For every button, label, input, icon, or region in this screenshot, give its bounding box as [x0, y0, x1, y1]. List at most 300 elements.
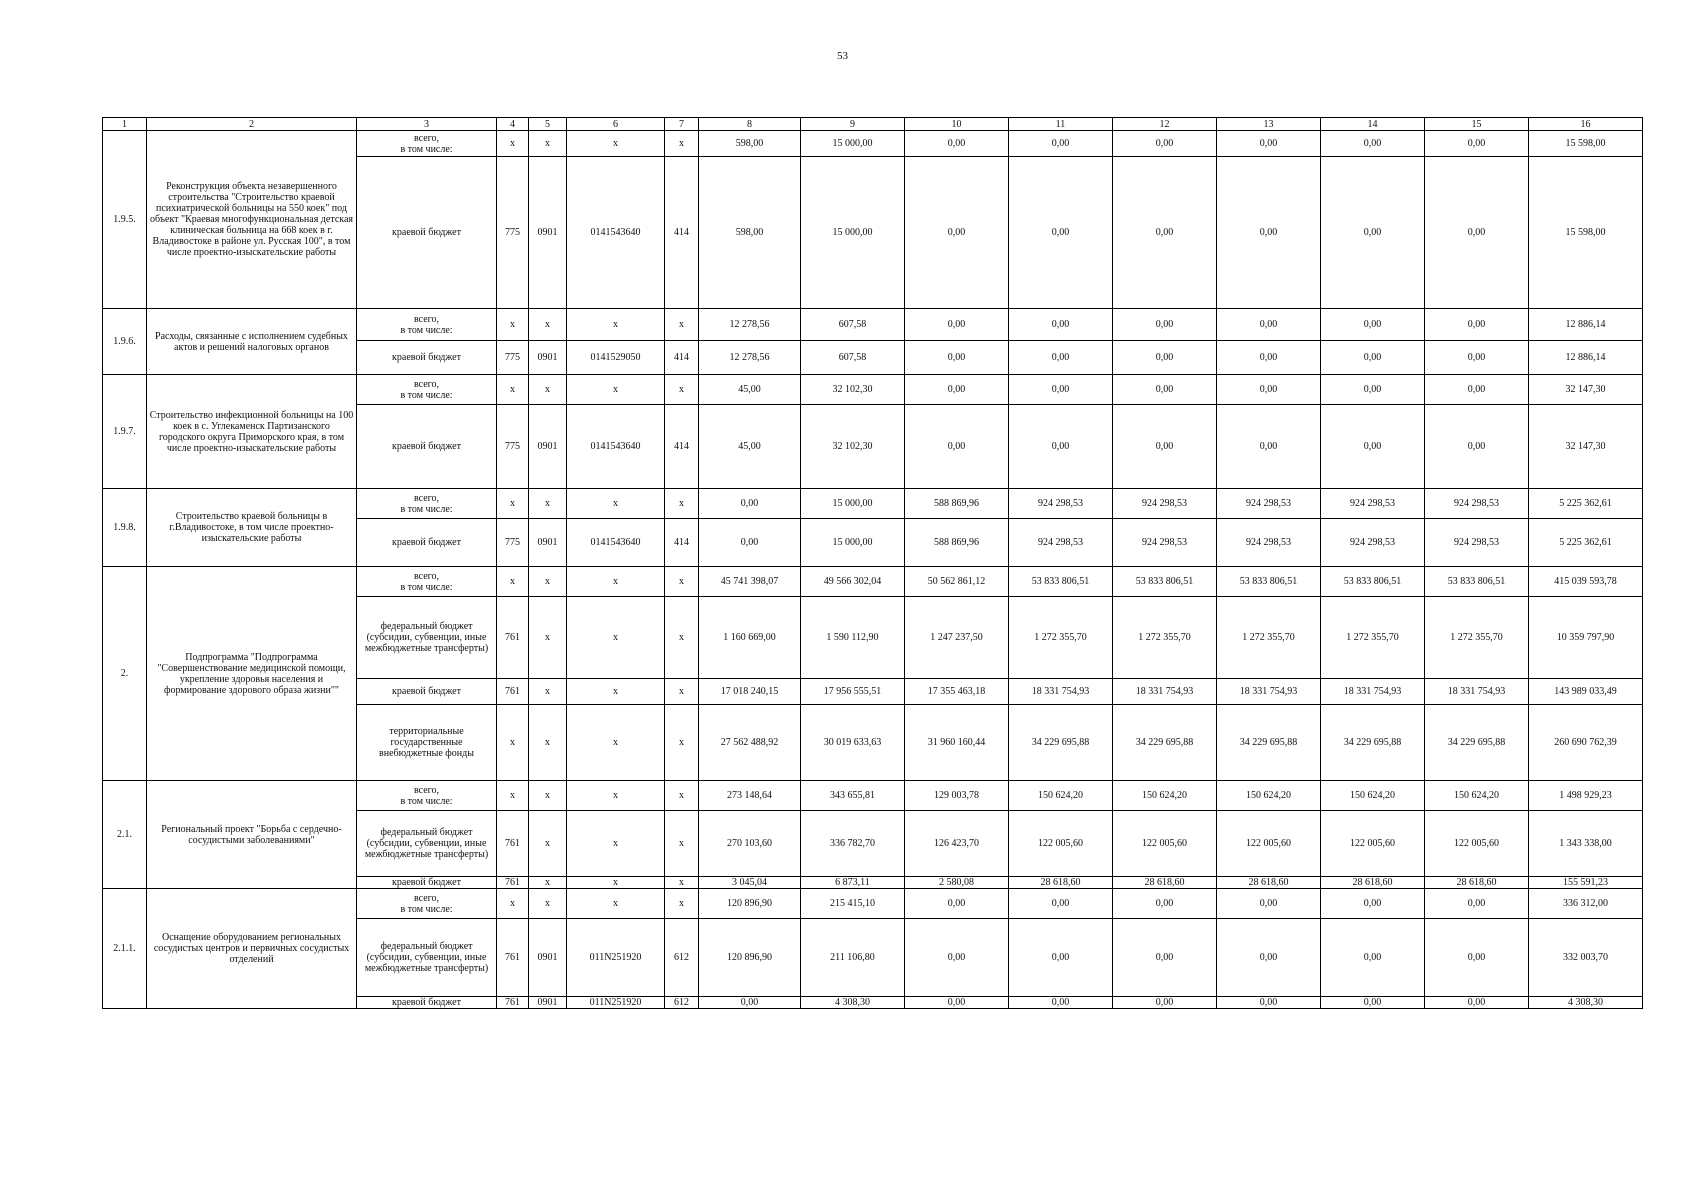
- amount-cell: 15 598,00: [1529, 157, 1643, 309]
- funding-source-label: краевой бюджет: [392, 686, 461, 697]
- code-cell-c4: x: [497, 567, 529, 597]
- amount-cell: 0,00: [1113, 309, 1217, 341]
- code-cell-c5: x: [529, 375, 567, 405]
- amount-cell: 1 247 237,50: [905, 597, 1009, 679]
- amount-cell: 4 308,30: [1529, 997, 1643, 1009]
- item-number: 2.1.1.: [103, 889, 147, 1009]
- code-cell-c6: x: [567, 597, 665, 679]
- amount-cell: 0,00: [1425, 131, 1529, 157]
- amount-cell: 0,00: [1321, 157, 1425, 309]
- item-name: Строительство краевой больницы в г.Владивостоке, в том числе проектно-изыскательские работы: [147, 489, 357, 567]
- code-cell-c7: 414: [665, 157, 699, 309]
- page-number: 53: [837, 50, 848, 62]
- amount-cell: 15 000,00: [801, 489, 905, 519]
- column-number-4: 4: [497, 118, 529, 131]
- amount-cell: 924 298,53: [1113, 519, 1217, 567]
- amount-cell: 0,00: [1321, 341, 1425, 375]
- amount-cell: 32 102,30: [801, 405, 905, 489]
- amount-cell: 15 000,00: [801, 519, 905, 567]
- code-cell-c4: 761: [497, 877, 529, 889]
- code-cell-c6: x: [567, 889, 665, 919]
- amount-cell: 1 272 355,70: [1217, 597, 1321, 679]
- amount-cell: 18 331 754,93: [1113, 679, 1217, 705]
- code-cell-c7: x: [665, 131, 699, 157]
- amount-cell: 28 618,60: [1217, 877, 1321, 889]
- funding-source-label: краевой бюджет: [392, 537, 461, 548]
- amount-cell: 32 147,30: [1529, 405, 1643, 489]
- item-name: Оснащение оборудованием региональных сосудистых центров и первичных сосудистых отделений: [147, 889, 357, 1009]
- funding-source-sublabel: в том числе:: [400, 903, 453, 915]
- funding-source-sublabel: в том числе:: [400, 795, 453, 807]
- column-number-2: 2: [147, 118, 357, 131]
- code-cell-c5: 0901: [529, 997, 567, 1009]
- column-number-10: 10: [905, 118, 1009, 131]
- amount-cell: 336 312,00: [1529, 889, 1643, 919]
- amount-cell: 10 359 797,90: [1529, 597, 1643, 679]
- item-name: Подпрограмма "Подпрограмма "Совершенствование медицинской помощи, укрепление здоровья населения и формирование здорового образа жизни"": [147, 567, 357, 781]
- amount-cell: 0,00: [1113, 131, 1217, 157]
- amount-cell: 28 618,60: [1113, 877, 1217, 889]
- code-cell-c4: 775: [497, 519, 529, 567]
- amount-cell: 0,00: [905, 919, 1009, 997]
- amount-cell: 5 225 362,61: [1529, 489, 1643, 519]
- amount-cell: 588 869,96: [905, 489, 1009, 519]
- funding-source-label: всего,: [413, 570, 439, 582]
- code-cell-c7: 414: [665, 405, 699, 489]
- code-cell-c4: x: [497, 489, 529, 519]
- code-cell-c6: x: [567, 877, 665, 889]
- amount-cell: 0,00: [1217, 889, 1321, 919]
- amount-cell: 0,00: [1425, 997, 1529, 1009]
- code-cell-c6: x: [567, 489, 665, 519]
- amount-cell: 332 003,70: [1529, 919, 1643, 997]
- funding-source: [357, 919, 497, 997]
- amount-cell: 924 298,53: [1009, 489, 1113, 519]
- funding-source-sublabel: в том числе:: [400, 324, 453, 336]
- amount-cell: 0,00: [699, 519, 801, 567]
- table-row: [103, 781, 1643, 811]
- code-cell-c4: 761: [497, 811, 529, 877]
- budget-table: [102, 117, 1643, 1009]
- amount-cell: 607,58: [801, 341, 905, 375]
- amount-cell: 0,00: [1009, 157, 1113, 309]
- amount-cell: 215 415,10: [801, 889, 905, 919]
- column-number-1: 1: [103, 118, 147, 131]
- funding-source: [357, 781, 497, 811]
- amount-cell: 122 005,60: [1009, 811, 1113, 877]
- code-cell-c7: 414: [665, 341, 699, 375]
- amount-cell: 343 655,81: [801, 781, 905, 811]
- code-cell-c6: x: [567, 375, 665, 405]
- item-name: Строительство инфекционной больницы на 100 коек в с. Углекаменск Партизанского городского округа Приморского края, в том числе проектно-изыскательские работы: [147, 375, 357, 489]
- amount-cell: 32 147,30: [1529, 375, 1643, 405]
- amount-cell: 0,00: [1425, 889, 1529, 919]
- amount-cell: 0,00: [1217, 131, 1321, 157]
- item-number: 2.: [103, 567, 147, 781]
- column-number-15: 15: [1425, 118, 1529, 131]
- amount-cell: 0,00: [905, 157, 1009, 309]
- code-cell-c5: x: [529, 877, 567, 889]
- amount-cell: 1 272 355,70: [1113, 597, 1217, 679]
- amount-cell: 0,00: [1321, 405, 1425, 489]
- column-number-8: 8: [699, 118, 801, 131]
- code-cell-c7: x: [665, 375, 699, 405]
- code-cell-c5: x: [529, 131, 567, 157]
- amount-cell: 0,00: [1321, 997, 1425, 1009]
- code-cell-c7: x: [665, 889, 699, 919]
- amount-cell: 0,00: [1009, 405, 1113, 489]
- code-cell-c4: 761: [497, 679, 529, 705]
- code-cell-c4: x: [497, 781, 529, 811]
- funding-source: [357, 889, 497, 919]
- code-cell-c4: 775: [497, 341, 529, 375]
- amount-cell: 0,00: [1425, 919, 1529, 997]
- amount-cell: 53 833 806,51: [1113, 567, 1217, 597]
- code-cell-c5: x: [529, 679, 567, 705]
- column-number-14: 14: [1321, 118, 1425, 131]
- amount-cell: 0,00: [699, 489, 801, 519]
- amount-cell: 17 956 555,51: [801, 679, 905, 705]
- amount-cell: 27 562 488,92: [699, 705, 801, 781]
- funding-source-sublabel: в том числе:: [400, 143, 453, 155]
- amount-cell: 273 148,64: [699, 781, 801, 811]
- amount-cell: 12 278,56: [699, 341, 801, 375]
- code-cell-c5: 0901: [529, 341, 567, 375]
- amount-cell: 607,58: [801, 309, 905, 341]
- amount-cell: 143 989 033,49: [1529, 679, 1643, 705]
- amount-cell: 924 298,53: [1113, 489, 1217, 519]
- amount-cell: 260 690 762,39: [1529, 705, 1643, 781]
- amount-cell: 0,00: [905, 341, 1009, 375]
- item-number: 1.9.7.: [103, 375, 147, 489]
- code-cell-c7: x: [665, 811, 699, 877]
- funding-source-label: федеральный бюджет (субсидии, субвенции, иные межбюджетные трансферты): [364, 941, 489, 974]
- amount-cell: 0,00: [905, 309, 1009, 341]
- code-cell-c4: x: [497, 705, 529, 781]
- funding-source: [357, 405, 497, 489]
- amount-cell: 120 896,90: [699, 919, 801, 997]
- amount-cell: 18 331 754,93: [1009, 679, 1113, 705]
- funding-source-label: краевой бюджет: [392, 441, 461, 452]
- amount-cell: 17 018 240,15: [699, 679, 801, 705]
- funding-source: [357, 705, 497, 781]
- amount-cell: 0,00: [1113, 997, 1217, 1009]
- amount-cell: 924 298,53: [1425, 489, 1529, 519]
- amount-cell: 1 272 355,70: [1009, 597, 1113, 679]
- amount-cell: 120 896,90: [699, 889, 801, 919]
- amount-cell: 1 160 669,00: [699, 597, 801, 679]
- amount-cell: 211 106,80: [801, 919, 905, 997]
- amount-cell: 336 782,70: [801, 811, 905, 877]
- amount-cell: 0,00: [1425, 341, 1529, 375]
- table-row: [103, 375, 1643, 405]
- amount-cell: 0,00: [1009, 889, 1113, 919]
- item-number: 2.1.: [103, 781, 147, 889]
- amount-cell: 49 566 302,04: [801, 567, 905, 597]
- funding-source-label: краевой бюджет: [392, 877, 461, 888]
- funding-source: [357, 997, 497, 1009]
- funding-source: [357, 811, 497, 877]
- amount-cell: 12 886,14: [1529, 309, 1643, 341]
- amount-cell: 0,00: [1217, 997, 1321, 1009]
- amount-cell: 34 229 695,88: [1113, 705, 1217, 781]
- column-number-6: 6: [567, 118, 665, 131]
- code-cell-c7: x: [665, 877, 699, 889]
- code-cell-c7: 414: [665, 519, 699, 567]
- amount-cell: 34 229 695,88: [1009, 705, 1113, 781]
- code-cell-c6: x: [567, 811, 665, 877]
- amount-cell: 0,00: [1321, 131, 1425, 157]
- amount-cell: 34 229 695,88: [1217, 705, 1321, 781]
- amount-cell: 924 298,53: [1321, 489, 1425, 519]
- amount-cell: 0,00: [905, 889, 1009, 919]
- code-cell-c5: x: [529, 705, 567, 781]
- table-row: [103, 889, 1643, 919]
- funding-source: [357, 131, 497, 157]
- code-cell-c7: x: [665, 679, 699, 705]
- funding-source-label: федеральный бюджет (субсидии, субвенции, иные межбюджетные трансферты): [364, 621, 489, 654]
- amount-cell: 0,00: [1113, 405, 1217, 489]
- funding-source: [357, 877, 497, 889]
- amount-cell: 53 833 806,51: [1009, 567, 1113, 597]
- code-cell-c4: 775: [497, 405, 529, 489]
- funding-source: [357, 375, 497, 405]
- amount-cell: 129 003,78: [905, 781, 1009, 811]
- amount-cell: 0,00: [1321, 375, 1425, 405]
- amount-cell: 150 624,20: [1113, 781, 1217, 811]
- code-cell-c7: x: [665, 489, 699, 519]
- code-cell-c5: x: [529, 781, 567, 811]
- code-cell-c6: x: [567, 567, 665, 597]
- funding-source-label: краевой бюджет: [392, 227, 461, 238]
- code-cell-c4: x: [497, 375, 529, 405]
- code-cell-c6: 0141543640: [567, 405, 665, 489]
- column-number-7: 7: [665, 118, 699, 131]
- code-cell-c6: 011N251920: [567, 997, 665, 1009]
- amount-cell: 15 598,00: [1529, 131, 1643, 157]
- code-cell-c6: x: [567, 705, 665, 781]
- table-row: [103, 131, 1643, 157]
- amount-cell: 1 272 355,70: [1321, 597, 1425, 679]
- amount-cell: 18 331 754,93: [1321, 679, 1425, 705]
- column-number-12: 12: [1113, 118, 1217, 131]
- code-cell-c6: x: [567, 781, 665, 811]
- amount-cell: 155 591,23: [1529, 877, 1643, 889]
- funding-source-label: всего,: [413, 784, 439, 796]
- amount-cell: 0,00: [1009, 375, 1113, 405]
- amount-cell: 0,00: [905, 405, 1009, 489]
- item-name: Реконструкция объекта незавершенного строительства "Строительство краевой психиатрической больницы на 550 коек" под объект "Краевая многофункциональная детская клиническая больница на 668 коек в г. Владивостоке в районе ул. Русская 100", в том числе проектно-изыскательские работы: [147, 131, 357, 309]
- code-cell-c5: 0901: [529, 519, 567, 567]
- table-body: [103, 118, 1643, 1009]
- code-cell-c5: 0901: [529, 919, 567, 997]
- amount-cell: 0,00: [1425, 157, 1529, 309]
- amount-cell: 28 618,60: [1009, 877, 1113, 889]
- table-row: [103, 489, 1643, 519]
- column-number-16: 16: [1529, 118, 1643, 131]
- amount-cell: 34 229 695,88: [1425, 705, 1529, 781]
- funding-source-label: всего,: [413, 892, 439, 904]
- amount-cell: 53 833 806,51: [1321, 567, 1425, 597]
- amount-cell: 28 618,60: [1425, 877, 1529, 889]
- code-cell-c7: x: [665, 309, 699, 341]
- code-cell-c7: x: [665, 597, 699, 679]
- item-name: Региональный проект "Борьба с сердечно-сосудистыми заболеваниями": [147, 781, 357, 889]
- amount-cell: 924 298,53: [1009, 519, 1113, 567]
- funding-source-label: территориальные государственные внебюджетные фонды: [379, 726, 474, 759]
- code-cell-c5: x: [529, 489, 567, 519]
- code-cell-c4: x: [497, 131, 529, 157]
- code-cell-c4: 761: [497, 997, 529, 1009]
- amount-cell: 0,00: [1217, 405, 1321, 489]
- funding-source: [357, 567, 497, 597]
- amount-cell: 15 000,00: [801, 157, 905, 309]
- amount-cell: 50 562 861,12: [905, 567, 1009, 597]
- column-number-row: [103, 118, 1643, 131]
- amount-cell: 45 741 398,07: [699, 567, 801, 597]
- amount-cell: 150 624,20: [1009, 781, 1113, 811]
- amount-cell: 0,00: [1217, 309, 1321, 341]
- code-cell-c7: x: [665, 781, 699, 811]
- amount-cell: 30 019 633,63: [801, 705, 905, 781]
- amount-cell: 122 005,60: [1425, 811, 1529, 877]
- code-cell-c7: 612: [665, 997, 699, 1009]
- amount-cell: 45,00: [699, 405, 801, 489]
- column-number-9: 9: [801, 118, 905, 131]
- code-cell-c6: 011N251920: [567, 919, 665, 997]
- amount-cell: 588 869,96: [905, 519, 1009, 567]
- amount-cell: 31 960 160,44: [905, 705, 1009, 781]
- code-cell-c5: x: [529, 567, 567, 597]
- amount-cell: 150 624,20: [1217, 781, 1321, 811]
- code-cell-c5: x: [529, 597, 567, 679]
- amount-cell: 270 103,60: [699, 811, 801, 877]
- code-cell-c6: 0141529050: [567, 341, 665, 375]
- amount-cell: 12 278,56: [699, 309, 801, 341]
- amount-cell: 924 298,53: [1217, 519, 1321, 567]
- code-cell-c5: 0901: [529, 405, 567, 489]
- amount-cell: 0,00: [1113, 375, 1217, 405]
- amount-cell: 0,00: [1321, 309, 1425, 341]
- amount-cell: 5 225 362,61: [1529, 519, 1643, 567]
- amount-cell: 2 580,08: [905, 877, 1009, 889]
- code-cell-c6: 0141543640: [567, 519, 665, 567]
- amount-cell: 126 423,70: [905, 811, 1009, 877]
- code-cell-c5: x: [529, 889, 567, 919]
- amount-cell: 32 102,30: [801, 375, 905, 405]
- funding-source-label: всего,: [413, 132, 439, 144]
- amount-cell: 6 873,11: [801, 877, 905, 889]
- column-number-13: 13: [1217, 118, 1321, 131]
- amount-cell: 0,00: [905, 131, 1009, 157]
- funding-source: [357, 597, 497, 679]
- amount-cell: 0,00: [1217, 375, 1321, 405]
- funding-source: [357, 309, 497, 341]
- item-number: 1.9.5.: [103, 131, 147, 309]
- amount-cell: 18 331 754,93: [1425, 679, 1529, 705]
- amount-cell: 598,00: [699, 157, 801, 309]
- amount-cell: 0,00: [1113, 341, 1217, 375]
- amount-cell: 0,00: [1425, 309, 1529, 341]
- amount-cell: 122 005,60: [1113, 811, 1217, 877]
- funding-source: [357, 341, 497, 375]
- amount-cell: 0,00: [1425, 405, 1529, 489]
- amount-cell: 1 498 929,23: [1529, 781, 1643, 811]
- funding-source: [357, 519, 497, 567]
- code-cell-c5: 0901: [529, 157, 567, 309]
- amount-cell: 28 618,60: [1321, 877, 1425, 889]
- amount-cell: 1 272 355,70: [1425, 597, 1529, 679]
- amount-cell: 0,00: [1113, 889, 1217, 919]
- amount-cell: 924 298,53: [1321, 519, 1425, 567]
- amount-cell: 150 624,20: [1425, 781, 1529, 811]
- amount-cell: 34 229 695,88: [1321, 705, 1425, 781]
- amount-cell: 3 045,04: [699, 877, 801, 889]
- amount-cell: 0,00: [699, 997, 801, 1009]
- amount-cell: 53 833 806,51: [1425, 567, 1529, 597]
- code-cell-c4: 761: [497, 919, 529, 997]
- amount-cell: 0,00: [1217, 919, 1321, 997]
- amount-cell: 0,00: [1009, 341, 1113, 375]
- amount-cell: 12 886,14: [1529, 341, 1643, 375]
- amount-cell: 45,00: [699, 375, 801, 405]
- amount-cell: 18 331 754,93: [1217, 679, 1321, 705]
- amount-cell: 150 624,20: [1321, 781, 1425, 811]
- code-cell-c5: x: [529, 811, 567, 877]
- column-number-11: 11: [1009, 118, 1113, 131]
- amount-cell: 924 298,53: [1425, 519, 1529, 567]
- amount-cell: 15 000,00: [801, 131, 905, 157]
- amount-cell: 0,00: [1321, 919, 1425, 997]
- item-number: 1.9.8.: [103, 489, 147, 567]
- amount-cell: 0,00: [1009, 997, 1113, 1009]
- amount-cell: 0,00: [1113, 919, 1217, 997]
- amount-cell: 0,00: [1009, 131, 1113, 157]
- amount-cell: 0,00: [1425, 375, 1529, 405]
- code-cell-c6: 0141543640: [567, 157, 665, 309]
- amount-cell: 122 005,60: [1321, 811, 1425, 877]
- amount-cell: 17 355 463,18: [905, 679, 1009, 705]
- item-number: 1.9.6.: [103, 309, 147, 375]
- code-cell-c5: x: [529, 309, 567, 341]
- funding-source-label: всего,: [413, 492, 439, 504]
- funding-source: [357, 489, 497, 519]
- funding-source: [357, 679, 497, 705]
- code-cell-c6: x: [567, 131, 665, 157]
- funding-source-label: краевой бюджет: [392, 997, 461, 1008]
- code-cell-c7: x: [665, 567, 699, 597]
- amount-cell: 0,00: [1009, 309, 1113, 341]
- amount-cell: 4 308,30: [801, 997, 905, 1009]
- amount-cell: 0,00: [1009, 919, 1113, 997]
- code-cell-c6: x: [567, 309, 665, 341]
- amount-cell: 0,00: [1113, 157, 1217, 309]
- amount-cell: 924 298,53: [1217, 489, 1321, 519]
- amount-cell: 0,00: [1321, 889, 1425, 919]
- funding-source-label: всего,: [413, 378, 439, 390]
- table-row: [103, 567, 1643, 597]
- column-number-5: 5: [529, 118, 567, 131]
- code-cell-c4: x: [497, 889, 529, 919]
- amount-cell: 415 039 593,78: [1529, 567, 1643, 597]
- funding-source: [357, 157, 497, 309]
- funding-source-label: федеральный бюджет (субсидии, субвенции, иные межбюджетные трансферты): [364, 827, 489, 860]
- amount-cell: 53 833 806,51: [1217, 567, 1321, 597]
- code-cell-c4: 775: [497, 157, 529, 309]
- amount-cell: 0,00: [1217, 157, 1321, 309]
- item-name: Расходы, связанные с исполнением судебных актов и решений налоговых органов: [147, 309, 357, 375]
- code-cell-c7: x: [665, 705, 699, 781]
